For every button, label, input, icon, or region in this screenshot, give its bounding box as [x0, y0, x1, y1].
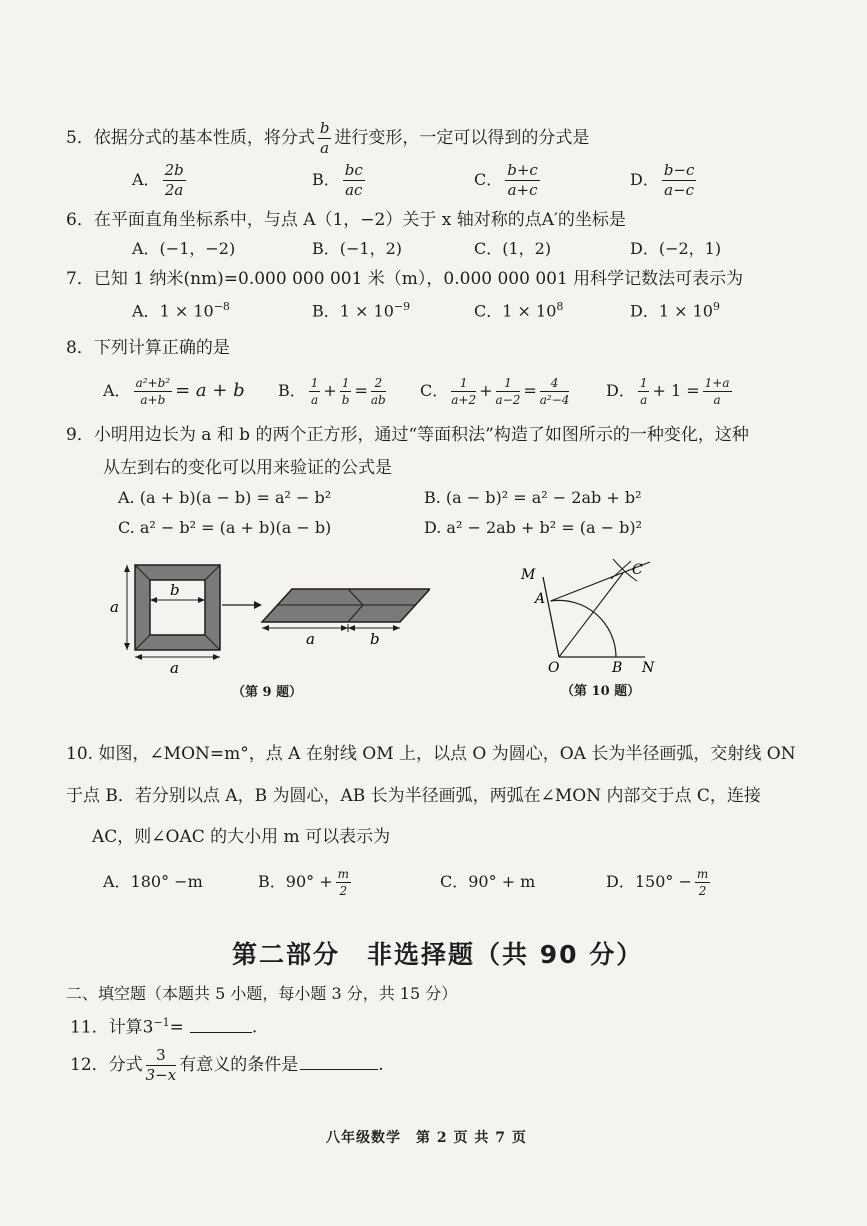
frac-num: 2b	[164, 161, 184, 179]
frac-num: m	[696, 867, 709, 881]
option-label: B．	[312, 301, 340, 321]
q9-figure	[100, 555, 430, 680]
option-label: D．	[630, 301, 659, 321]
part2-title: 第二部分 非选择题（共 90 分）	[232, 940, 644, 969]
option-fraction	[662, 163, 697, 198]
frac-num: 1+a	[704, 376, 730, 390]
option-fraction	[451, 377, 476, 406]
frac-den: 3−x	[145, 1066, 177, 1084]
frac-den: 2	[698, 884, 707, 898]
q6-stem: 6．在平面直角坐标系中，与点 A（1，−2）关于 x 轴对称的点A′的坐标是	[66, 210, 626, 230]
q11-text: 11．计算3	[70, 1017, 154, 1038]
q12-fraction	[146, 1048, 177, 1083]
q9-option-b: B. (a − b)² = a² − 2ab + b²	[424, 488, 642, 507]
frac-num: 1	[496, 377, 521, 392]
equals-sign: =	[523, 381, 537, 400]
label-O: O	[548, 660, 560, 675]
frac-num: 1	[341, 376, 350, 390]
q12	[70, 1048, 384, 1083]
q7-stem: 7．已知 1 纳米(nm)=0.000 000 001 米（m），0.000 000 001 用科学记数法可表示为	[66, 269, 744, 289]
option-fraction	[343, 163, 365, 198]
frac-num: bc	[344, 161, 363, 179]
option-exponent: 8	[556, 300, 564, 313]
frac-num: 1	[310, 376, 319, 390]
option-fraction	[336, 868, 351, 897]
q10-option-c: C．90° + m	[440, 872, 536, 891]
option-exponent: −9	[393, 300, 411, 313]
q11-period: .	[251, 1017, 258, 1038]
q5-option-b	[312, 163, 368, 198]
option-fraction	[703, 377, 732, 406]
option-label: B．	[278, 381, 306, 400]
q10-stem-line-2: 于点 B．若分别以点 A，B 为圆心，AB 长为半径画弧，两弧在∠MON 内部交于点 C，连接	[66, 786, 761, 806]
q8-option-a	[103, 377, 245, 406]
q8-option-d	[606, 377, 735, 406]
frac-den: a	[311, 393, 319, 407]
option-label: A．	[132, 301, 160, 321]
q5-stem	[66, 121, 589, 156]
q8-option-b	[278, 377, 389, 406]
frac-den: a	[640, 393, 648, 407]
q10-stem-line-3: AC，则∠OAC 的大小用 m 可以表示为	[92, 827, 391, 847]
q7-option-b	[312, 301, 410, 319]
frac-num: 3	[146, 1048, 177, 1066]
option-fraction	[638, 377, 650, 406]
frac-num: 4	[540, 377, 570, 392]
q5-option-d	[630, 163, 699, 198]
section-heading: 二、填空题（本题共 5 小题，每小题 3 分，共 15 分）	[66, 984, 458, 1003]
frac-den: a+2	[451, 393, 477, 407]
label-M: M	[521, 567, 536, 583]
frac-num: b−c	[663, 161, 695, 179]
q12-text: 12．分式	[70, 1055, 143, 1075]
label-A: A	[535, 591, 546, 607]
frac-den: ac	[345, 181, 363, 199]
q9-figure-caption: （第 9 题）	[232, 685, 303, 700]
q5-stem-text-2: 进行变形，一定可以得到的分式是	[334, 128, 590, 148]
q7-option-c	[474, 301, 563, 319]
q5-option-a	[132, 163, 189, 198]
label-b-inner: b	[170, 581, 180, 599]
frac-num: b+c	[507, 161, 538, 179]
q5-frac-num: b	[319, 119, 330, 137]
q9-stem-line-2: 从左到右的变化可以用来验证的公式是	[103, 458, 392, 478]
q10-figure-caption: （第 10 题）	[561, 684, 641, 699]
q5-stem-fraction	[318, 121, 332, 156]
option-fraction	[309, 377, 321, 406]
q5-option-c	[474, 163, 543, 198]
q12-answer-blank[interactable]	[300, 1069, 378, 1070]
q11-exponent: −1	[153, 1016, 170, 1029]
option-middle: + 1 =	[652, 381, 700, 400]
q10-option-a: A．180° −m	[103, 872, 203, 891]
frac-den: a+b	[140, 393, 166, 407]
option-base: 1 × 10	[658, 301, 713, 321]
label-C: C	[632, 562, 643, 578]
frac-den: a+c	[507, 181, 538, 199]
frac-den: a−c	[664, 181, 695, 199]
q11-equals: =	[169, 1017, 184, 1038]
frac-den: ab	[370, 393, 386, 407]
frac-num: 1	[639, 376, 648, 390]
option-fraction	[163, 163, 186, 198]
label-N: N	[642, 660, 655, 675]
q10-option-d	[606, 868, 713, 897]
q10-option-b	[258, 868, 354, 897]
q8-option-c	[420, 377, 572, 406]
frac-den: a	[713, 393, 721, 407]
option-exponent: −8	[213, 300, 230, 313]
frac-den: 2	[339, 884, 348, 898]
frac-num: a²+b²	[135, 376, 171, 390]
frac-den: a²−4	[539, 393, 570, 407]
option-label: D．	[630, 170, 659, 189]
option-label: C．	[474, 170, 503, 189]
q8-stem: 8．下列计算正确的是	[66, 338, 230, 358]
option-label: C．	[420, 381, 449, 400]
frac-num: 1	[451, 377, 476, 392]
frac-den: b	[341, 393, 350, 407]
q9-option-c: C. a² − b² = (a + b)(a − b)	[118, 518, 332, 537]
page-footer: 八年级数学 第 2 页 共 7 页	[326, 1130, 527, 1146]
option-fraction	[496, 377, 521, 406]
q11	[70, 1017, 257, 1037]
option-base: 1 × 10	[502, 301, 557, 321]
frac-num: m	[337, 867, 350, 881]
q7-option-a	[132, 301, 230, 319]
q7-option-d	[630, 301, 720, 319]
ray-om	[543, 577, 559, 657]
option-label: D．	[606, 381, 635, 400]
plus-sign: +	[323, 381, 337, 400]
frac-den: 2a	[164, 181, 184, 199]
q5-stem-text: 5．依据分式的基本性质，将分式	[66, 128, 315, 148]
q10-figure	[515, 555, 665, 675]
option-label: D．150° −	[606, 872, 692, 891]
plus-sign: +	[479, 381, 493, 400]
q9-option-a: A. (a + b)(a − b) = a² − b²	[118, 488, 332, 507]
q6-option-c: C．(1，2)	[474, 239, 552, 258]
arc-ab	[551, 600, 616, 657]
q6-option-a: A．(−1，−2)	[132, 239, 236, 258]
frac-den: a−2	[495, 393, 521, 407]
option-label: B．90° +	[258, 872, 333, 891]
q6-option-d: D．(−2，1)	[630, 239, 722, 258]
option-exponent: 9	[712, 300, 720, 313]
q5-frac-den: a	[320, 139, 330, 157]
option-fraction	[134, 377, 173, 406]
label-a-left: a	[110, 598, 119, 616]
option-fraction	[505, 163, 540, 198]
option-base: 1 × 10	[159, 301, 214, 321]
equals-sign: =	[354, 381, 368, 400]
q9-option-d: D. a² − 2ab + b² = (a − b)²	[424, 518, 642, 537]
option-label: A．	[103, 381, 131, 400]
q12-text-2: 有意义的条件是	[179, 1055, 299, 1075]
option-label: C．	[474, 301, 503, 321]
q12-period: .	[378, 1055, 384, 1075]
label-a-bottom: a	[170, 659, 179, 677]
option-fraction	[540, 377, 570, 406]
option-rhs: = a + b	[175, 380, 245, 401]
option-fraction	[695, 868, 710, 897]
label-a-para: a	[306, 630, 315, 648]
label-b-para: b	[370, 630, 380, 648]
q11-answer-blank[interactable]	[190, 1032, 252, 1033]
label-B: B	[612, 660, 623, 675]
q6-option-b: B．(−1，2)	[312, 239, 403, 258]
option-fraction	[371, 377, 386, 406]
q9-stem-line-1: 9．小明用边长为 a 和 b 的两个正方形，通过“等面积法”构造了如图所示的一种变化，这种	[66, 425, 749, 445]
option-label: A．	[132, 170, 160, 189]
option-base: 1 × 10	[339, 301, 394, 321]
q10-stem-line-1: 10. 如图，∠MON=m°，点 A 在射线 OM 上，以点 O 为圆心，OA 长为半径画弧，交射线 ON	[66, 744, 796, 764]
option-fraction	[340, 377, 352, 406]
frac-num: 2	[371, 377, 386, 392]
option-label: B．	[312, 170, 340, 189]
